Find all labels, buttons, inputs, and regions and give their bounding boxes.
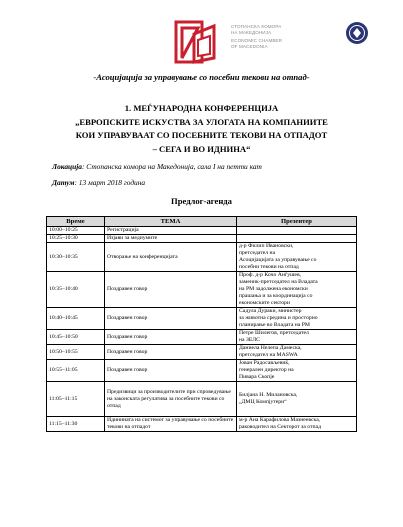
- table-row: [47, 417, 357, 432]
- presenter-cell: [237, 330, 357, 345]
- table-row: [47, 235, 357, 243]
- table-row: [47, 227, 357, 235]
- topic-cell: Регистрација: [105, 227, 237, 235]
- presenter-line: Садула Дураки, министер: [239, 308, 302, 314]
- presenter-line: за животна средина и просторно: [239, 315, 318, 321]
- topic-cell: Поздравен говор: [105, 308, 237, 330]
- time-cell: 10:00–10:25: [47, 227, 105, 235]
- date-label: Датум: [52, 178, 75, 187]
- presenter-line: д-р Филип Ивановски,: [239, 243, 294, 249]
- header-topic: ТЕМА: [105, 217, 237, 227]
- date-line: [52, 178, 145, 187]
- conference-title: [0, 102, 403, 156]
- presenter-line: „ДМЦ Компјутери“: [239, 399, 287, 405]
- presenter-line: Пивара Скопје: [239, 374, 275, 380]
- table-row: [47, 382, 357, 417]
- agenda-table: [46, 216, 357, 432]
- agenda-header-row: [47, 217, 357, 227]
- presenter-line: Даниела Нелепа Дамеска,: [239, 345, 302, 351]
- presenter-line: на ЗЕЛС: [239, 337, 260, 343]
- presenter-line: економските сектори: [239, 300, 290, 306]
- topic-cell: Предизвици за производителите при спроведување на законската регулатива за посебните текови со отпад: [105, 382, 237, 417]
- time-cell: 11:15–11:30: [47, 417, 105, 432]
- topic-cell: Поздравен говор: [105, 272, 237, 308]
- time-cell: 11:05–11:15: [47, 382, 105, 417]
- location-line: [52, 162, 262, 171]
- time-cell: 10:40–10:45: [47, 308, 105, 330]
- table-row: [47, 360, 357, 382]
- presenter-line: м-р Ана Карафилова Мазнеевска,: [239, 417, 321, 423]
- table-row: [47, 345, 357, 360]
- presenter-cell: [237, 382, 357, 417]
- association-line: -Асоцијација за управување со посебни текови на отпад-: [93, 72, 310, 82]
- presenter-cell: [237, 360, 357, 382]
- economic-chamber-logo: [168, 18, 224, 68]
- presenter-cell: [237, 272, 357, 308]
- presenter-cell: [237, 243, 357, 272]
- time-cell: 10:35–10:40: [47, 272, 105, 308]
- presenter-cell: [237, 345, 357, 360]
- conference-title-line: – СЕГА И ВО ИДНИНА“: [152, 143, 251, 154]
- presenter-cell: [237, 235, 357, 243]
- conference-title-line: 1. МЕЃУНАРОДНА КОНФЕРЕНЦИЈА: [124, 103, 279, 113]
- time-cell: 10:55–11:05: [47, 360, 105, 382]
- table-row: [47, 272, 357, 308]
- presenter-line: прашања и за координација со: [239, 293, 313, 299]
- presenter-cell: [237, 308, 357, 330]
- presenter-line: Петре Шилегов, претседател: [239, 330, 309, 336]
- header-time: Време: [47, 217, 105, 227]
- location-label: Локација: [52, 162, 82, 171]
- time-cell: 10:45–10:50: [47, 330, 105, 345]
- presenter-line: посебни текови на отпад: [239, 264, 299, 270]
- association-emblem-icon: [340, 18, 374, 48]
- presenter-line: Асоцијацијата за управување со: [239, 257, 317, 263]
- presenter-line: заменик-претседател на Владата: [239, 279, 318, 285]
- presenter-line: претседател на MASWA: [239, 352, 298, 358]
- presenter-cell: [237, 227, 357, 235]
- presenter-line: планирање во Владата на РМ: [239, 322, 310, 328]
- location-value: : Стопанска комора на Македонија, сала I на петти кат: [82, 162, 262, 171]
- date-value: : 13 март 2018 година: [74, 178, 146, 187]
- presenter-line: генерален директор на: [239, 367, 294, 373]
- presenter-line: Билјана Н. Милановска,: [239, 392, 298, 398]
- conference-title-line: КОИ УПРАВУВААТ СО ПОСЕБНИТЕ ТЕКОВИ НА ОТПАДОТ: [75, 130, 328, 141]
- agenda-title: Предлог-агенда: [171, 196, 232, 206]
- logo-caption: СТОПАНСКА КОМОРА НА МАКЕДОНИЈА ECONOMIC CHAMBER OF MACEDONIA: [231, 24, 283, 49]
- topic-cell: Изјави за медиумите: [105, 235, 237, 243]
- presenter-line: претседател на: [239, 250, 276, 256]
- topic-cell: Поздравен говор: [105, 345, 237, 360]
- time-cell: 10:30–10:35: [47, 243, 105, 272]
- topic-cell: Поздравен говор: [105, 360, 237, 382]
- presenter-cell: [237, 417, 357, 432]
- table-row: [47, 330, 357, 345]
- time-cell: 10:25–10:30: [47, 235, 105, 243]
- table-row: [47, 308, 357, 330]
- header-presenter: Презентер: [237, 217, 357, 227]
- time-cell: 10:50–10:55: [47, 345, 105, 360]
- presenter-line: Проф. д-р Кочо Анѓушев,: [239, 272, 302, 278]
- topic-cell: Поздравен говор: [105, 330, 237, 345]
- agenda-body: [47, 227, 357, 432]
- table-row: [47, 243, 357, 272]
- conference-title-line: „ЕВРОПСКИТЕ ИСКУСТВА ЗА УЛОГАТА НА КОМПАНИИТЕ: [75, 116, 328, 127]
- presenter-line: Јован Радосављевиќ,: [239, 360, 290, 366]
- presenter-line: раководител на Секторот за отпад: [239, 424, 321, 430]
- presenter-line: на РМ задолжена економски: [239, 286, 308, 292]
- topic-cell: Отворање на конференцијата: [105, 243, 237, 272]
- topic-cell: Идинината на системот за управување со посебните текови на отпадот: [105, 417, 237, 432]
